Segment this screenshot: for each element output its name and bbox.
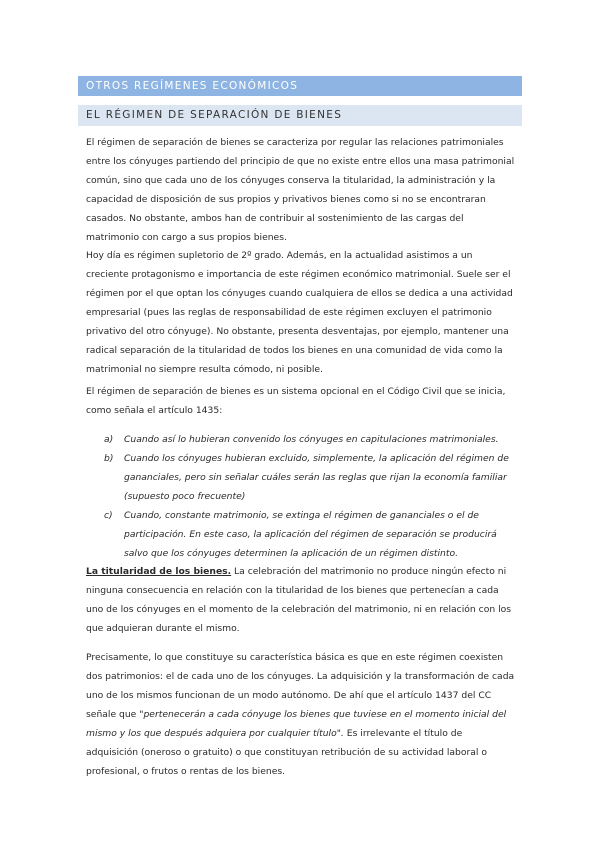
subsection-title: EL RÉGIMEN DE SEPARACIÓN DE BIENES xyxy=(78,105,522,126)
paragraph-5-text-b: Es irrelevante el título de adquisición (oneroso o gratuito) o que constituyan retribución de su actividad laboral o profesional, o frutos o rentas de los bienes. xyxy=(86,728,488,777)
list-item xyxy=(104,430,516,449)
list-item-text: Cuando así lo hubieran convenido los cónyuges en capitulaciones matrimoniales. xyxy=(124,434,499,445)
conditions-list xyxy=(104,430,516,563)
paragraph-1: El régimen de separación de bienes se caracteriza por regular las relaciones patrimoniales entre los cónyuges partiendo del principio de que no existe entre ellos una masa patrimonial común, sino que cada uno de los cónyuges conserva la titularidad, la administración y la capacidad de disposición de sus propios y privativos bienes como si no se encontraran casados. No obstante, ambos han de contribuir al sostenimiento de las cargas del matrimonio con cargo a sus propios bienes. xyxy=(86,137,515,243)
list-marker: c) xyxy=(104,510,113,521)
paragraph-3: El régimen de separación de bienes es un sistema opcional en el Código Civil que se inicia, como señala el artículo 1435: xyxy=(86,386,506,416)
list-item-text: Cuando, constante matrimonio, se extinga el régimen de gananciales o el de participación. En este caso, la aplicación del régimen de separación se producirá salvo que los cónyuges determinen la aplicación de un régimen distinto. xyxy=(124,510,497,559)
list-item xyxy=(104,506,516,563)
paragraph-5-text-a: Precisamente, lo que constituye su característica básica es que en este régimen coexisten dos patrimonios: el de cada uno de los cónyuges. La adquisición y la transformación de cada uno de los mismos funcionan de un modo autónomo. De ahí que el artículo 1437 del CC señale que xyxy=(86,652,515,720)
list-item-text: Cuando los cónyuges hubieran excluido, simplemente, la aplicación del régimen de gananciales, pero sin señalar cuáles serán las reglas que rijan la economía familiar (supuesto poco frecuente) xyxy=(124,453,509,502)
paragraph-4 xyxy=(86,562,516,638)
article-quote: "pertenecerán a cada cónyuge los bienes que tuviese en el momento inicial del mismo y los que después adquiera por cualquier título". xyxy=(86,709,507,739)
titularidad-heading: La titularidad de los bienes. xyxy=(86,566,232,577)
paragraph-2: Hoy día es régimen supletorio de 2º grado. Además, en la actualidad asistimos a un creciente protagonismo e importancia de este régimen económico matrimonial. Suele ser el régimen por el que optan los cónyuges cuando cualquiera de ellos se dedica a una actividad empresarial (pues las reglas de responsabilidad de este régimen excluyen el patrimonio privativo del otro cónyuge). No obstante, presenta desventajas, por ejemplo, mantener una radical separación de la titularidad de todos los bienes en una comunidad de vida como la matrimonial no siempre resulta cómodo, ni posible. xyxy=(86,250,513,375)
list-marker: b) xyxy=(104,453,114,464)
paragraph-5 xyxy=(86,648,516,781)
list-item xyxy=(104,449,516,506)
section-title: OTROS REGÍMENES ECONÓMICOS xyxy=(78,76,522,96)
list-marker: a) xyxy=(104,434,114,445)
paragraph-4-text: La celebración del matrimonio no produce ningún efecto ni ninguna consecuencia en relación con la titularidad de los bienes que pertenecían a cada uno de los cónyuges en el momento de la celebración del matrimonio, ni en relación con los que adquieran durante el mismo. xyxy=(86,566,512,634)
